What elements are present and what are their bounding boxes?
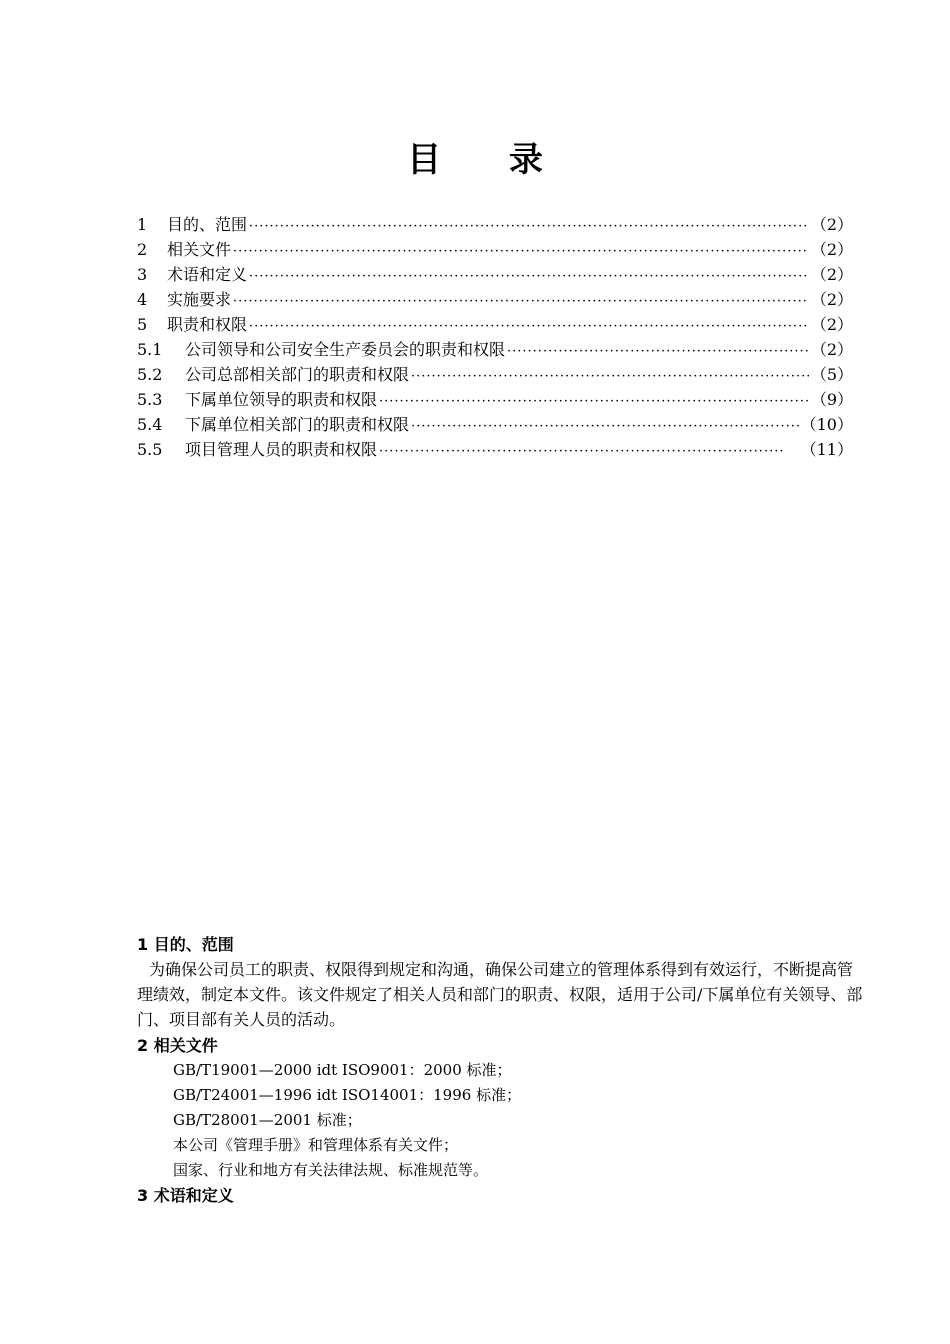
toc-entry-label: 实施要求 xyxy=(167,290,232,309)
section-terms-definitions xyxy=(137,1184,867,1208)
toc-leader-dots xyxy=(233,289,809,314)
section-heading: 3 术语和定义 xyxy=(137,1186,234,1205)
toc-leader-dots xyxy=(249,214,809,239)
toc-entry-2[interactable] xyxy=(137,237,853,262)
table-of-contents xyxy=(137,212,853,462)
toc-leader-dots xyxy=(379,439,783,464)
toc-entry-5-3[interactable] xyxy=(137,387,853,412)
toc-entry-number: 5.1 xyxy=(137,340,163,359)
toc-entry-5[interactable] xyxy=(137,312,853,337)
toc-entry-page: （2） xyxy=(810,215,853,234)
toc-leader-dots xyxy=(411,414,799,439)
toc-entry-4[interactable] xyxy=(137,287,853,312)
toc-entry-number: 3 xyxy=(137,265,148,284)
toc-entry-label: 职责和权限 xyxy=(167,315,248,334)
section-related-documents xyxy=(137,1034,867,1183)
section-heading: 1 目的、范围 xyxy=(137,935,234,954)
toc-entry-label: 目的、范围 xyxy=(167,215,248,234)
toc-leader-dots xyxy=(249,314,809,339)
toc-leader-dots xyxy=(411,364,809,389)
toc-leader-dots xyxy=(233,239,809,264)
toc-entry-number: 5.4 xyxy=(137,415,163,434)
toc-entry-1[interactable] xyxy=(137,212,853,237)
toc-entry-5-5[interactable] xyxy=(137,437,853,462)
list-item: GB/T24001—1996 idt ISO14001：1996 标准； xyxy=(173,1086,522,1104)
toc-entry-page: （2） xyxy=(810,340,853,359)
toc-entry-number: 5.5 xyxy=(137,440,163,459)
toc-entry-label: 相关文件 xyxy=(167,240,232,259)
list-item: 国家、行业和地方有关法律法规、标准规范等。 xyxy=(173,1161,489,1179)
toc-entry-page: （2） xyxy=(810,290,853,309)
toc-entry-5-1[interactable] xyxy=(137,337,853,362)
toc-leader-dots xyxy=(249,264,809,289)
toc-entry-label: 下属单位相关部门的职责和权限 xyxy=(185,415,410,434)
list-item: GB/T28001—2001 标准； xyxy=(173,1111,362,1129)
reference-list xyxy=(137,1058,867,1183)
list-item: 本公司《管理手册》和管理体系有关文件； xyxy=(173,1136,459,1154)
toc-entry-page: （2） xyxy=(810,240,853,259)
toc-entry-page: （10） xyxy=(800,415,853,434)
toc-entry-label: 下属单位领导的职责和权限 xyxy=(185,390,378,409)
list-item: GB/T19001—2000 idt ISO9001：2000 标准； xyxy=(173,1061,512,1079)
toc-entry-label: 术语和定义 xyxy=(167,265,248,284)
section-heading: 2 相关文件 xyxy=(137,1036,218,1055)
toc-entry-page: （5） xyxy=(810,365,853,384)
toc-leader-dots xyxy=(507,339,809,364)
toc-entry-number: 1 xyxy=(137,215,148,234)
toc-entry-label: 公司领导和公司安全生产委员会的职责和权限 xyxy=(185,340,506,359)
toc-entry-label: 项目管理人员的职责和权限 xyxy=(185,440,378,459)
toc-entry-number: 4 xyxy=(137,290,148,309)
toc-entry-page: （9） xyxy=(810,390,853,409)
toc-entry-number: 5.2 xyxy=(137,365,163,384)
section-paragraph: 为确保公司员工的职责、权限得到规定和沟通，确保公司建立的管理体系得到有效运行，不断提高管理绩效，制定本文件。该文件规定了相关人员和部门的职责、权限，适用于公司/下属单位有关领导、部门、项目部有关人员的活动。 xyxy=(137,960,863,1029)
toc-entry-page: （2） xyxy=(810,265,853,284)
toc-entry-5-4[interactable] xyxy=(137,412,853,437)
toc-entry-number: 5.3 xyxy=(137,390,163,409)
toc-leader-dots xyxy=(379,389,809,414)
toc-entry-page: （2） xyxy=(810,315,853,334)
toc-entry-number: 5 xyxy=(137,315,148,334)
section-purpose-scope xyxy=(137,933,867,1032)
toc-entry-page: （11） xyxy=(800,440,853,459)
toc-entry-3[interactable] xyxy=(137,262,853,287)
toc-title: 目 录 xyxy=(407,140,571,180)
toc-entry-number: 2 xyxy=(137,240,148,259)
toc-entry-label: 公司总部相关部门的职责和权限 xyxy=(185,365,410,384)
toc-entry-5-2[interactable] xyxy=(137,362,853,387)
